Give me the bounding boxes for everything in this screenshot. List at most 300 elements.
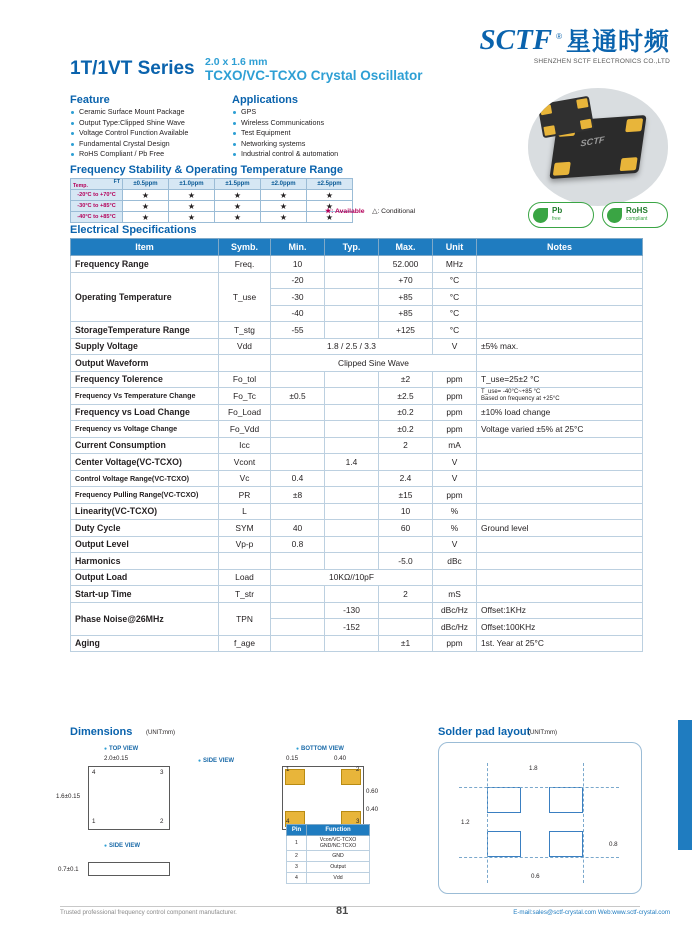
- solder-dim-1-8: 1.8: [529, 765, 538, 772]
- spec-unit-14: ppm: [433, 487, 477, 504]
- bottom-dim-0-15: 0.15: [286, 755, 299, 762]
- chip-marking: SCTF: [580, 134, 605, 149]
- badge-pb-free-label: Pb free: [552, 206, 563, 222]
- spec-item-12: Center Voltage(VC-TCXO): [71, 454, 219, 471]
- spec-typ-21: -130: [325, 602, 379, 619]
- legend-conditional: △: Conditional: [372, 208, 416, 215]
- solder-guide-h1: [459, 787, 619, 788]
- solder-dim-0-6: 0.6: [531, 873, 540, 880]
- bottom-corner-3: 3: [356, 818, 360, 825]
- spec-unit-22: dBc/Hz: [433, 619, 477, 636]
- pin-row: [287, 862, 370, 873]
- spec-typ-4: [325, 322, 379, 339]
- spec-header-4: Max.: [379, 239, 433, 256]
- top-view-width-dim: 2.0±0.15: [104, 755, 129, 762]
- chip-pad: [625, 118, 643, 132]
- stability-cell-1-1: ★: [169, 201, 215, 212]
- spec-span-19: 10KΩ//10pF: [271, 569, 433, 586]
- spec-max-3: +85: [379, 305, 433, 322]
- application-item-0: GPS: [232, 107, 412, 118]
- spec-min-23: [271, 635, 325, 652]
- stability-cell-2-1: ★: [169, 212, 215, 223]
- side-view-label-2: ● SIDE VIEW: [104, 843, 140, 849]
- chip-pad: [553, 162, 571, 176]
- spec-typ-20: [325, 586, 379, 603]
- chip-pad: [540, 104, 552, 115]
- chip-pad: [543, 125, 555, 136]
- bottom-dim-0-60: 0.60: [366, 788, 379, 795]
- spec-item-7: Frequency Tolerence: [71, 371, 219, 388]
- stability-row-label-2: -40°C to +85°C: [71, 212, 123, 223]
- spec-symb-20: T_str: [219, 586, 271, 603]
- spec-symb-10: Fo_Vdd: [219, 421, 271, 438]
- application-item-3: Networking systems: [232, 139, 412, 150]
- spec-unit-6: [477, 355, 643, 372]
- spec-item-5: Supply Voltage: [71, 338, 219, 355]
- spec-min-0: 10: [271, 256, 325, 273]
- spec-item-23: Aging: [71, 635, 219, 652]
- spec-notes-18: [477, 553, 643, 570]
- stability-cell-1-0: ★: [123, 201, 169, 212]
- pin-cell-1-1: GND: [307, 851, 370, 862]
- applications-list: [232, 107, 412, 160]
- spec-unit-21: dBc/Hz: [433, 602, 477, 619]
- stability-col-4: ±2.5ppm: [307, 179, 353, 190]
- spec-max-22: [379, 619, 433, 636]
- stability-cell-0-1: ★: [169, 190, 215, 201]
- pin-header-1: Function: [307, 825, 370, 836]
- spec-min-3: -40: [271, 305, 325, 322]
- spec-row: [71, 470, 643, 487]
- spec-max-4: +125: [379, 322, 433, 339]
- spec-notes-22: Offset:100KHz: [477, 619, 643, 636]
- spec-notes-2: [477, 289, 643, 306]
- spec-max-14: ±15: [379, 487, 433, 504]
- stability-row-label-1: -30°C to +85°C: [71, 201, 123, 212]
- spec-item-0: Frequency Range: [71, 256, 219, 273]
- spec-header-2: Min.: [271, 239, 325, 256]
- applications-heading: Applications: [232, 94, 299, 106]
- spec-notes-11: [477, 437, 643, 454]
- spec-symb-19: Load: [219, 569, 271, 586]
- application-item-1: Wireless Communications: [232, 118, 412, 129]
- electrical-spec-table: [70, 238, 643, 652]
- compliance-badges: [528, 202, 668, 228]
- spec-notes-21: Offset:1KHz: [477, 602, 643, 619]
- stability-cell-2-4: ★: [307, 212, 353, 223]
- spec-row: [71, 569, 643, 586]
- top-view-outline: [88, 766, 170, 830]
- spec-typ-11: [325, 437, 379, 454]
- spec-row: [71, 487, 643, 504]
- spec-row: [71, 355, 643, 372]
- spec-span-5: 1.8 / 2.5 / 3.3: [271, 338, 433, 355]
- spec-min-18: [271, 553, 325, 570]
- spec-item-6: Output Waveform: [71, 355, 219, 372]
- spec-span-6: Clipped Sine Wave: [271, 355, 477, 372]
- electrical-heading: Electrical Specifications: [70, 224, 197, 236]
- bottom-dim-0-40b: 0.40: [366, 806, 379, 813]
- spec-row: [71, 272, 643, 289]
- chip-pad: [576, 98, 588, 109]
- spec-max-11: 2: [379, 437, 433, 454]
- spec-notes-23: 1st. Year at 25°C: [477, 635, 643, 652]
- spec-header-3: Typ.: [325, 239, 379, 256]
- spec-min-16: 40: [271, 520, 325, 537]
- spec-typ-14: [325, 487, 379, 504]
- spec-unit-9: ppm: [433, 404, 477, 421]
- top-view-corner-3: 3: [160, 769, 164, 776]
- spec-symb-11: Icc: [219, 437, 271, 454]
- stability-cell-0-2: ★: [215, 190, 261, 201]
- spec-min-9: [271, 404, 325, 421]
- spec-item-14: Frequency Pulling Range(VC-TCXO): [71, 487, 219, 504]
- spec-unit-7: ppm: [433, 371, 477, 388]
- solder-guide-v2: [583, 763, 584, 883]
- spec-symb-18: [219, 553, 271, 570]
- spec-notes-19: [477, 569, 643, 586]
- bottom-corner-2: 2: [356, 766, 360, 773]
- stability-col-2: ±1.5ppm: [215, 179, 261, 190]
- stability-row: [71, 190, 353, 201]
- pin-row: [287, 836, 370, 851]
- pin-cell-2-0: 3: [287, 862, 307, 873]
- registered-mark: ®: [556, 32, 562, 41]
- top-view-height-dim: 1.6±0.15: [56, 793, 81, 800]
- spec-row: [71, 256, 643, 273]
- spec-max-16: 60: [379, 520, 433, 537]
- feature-list: [70, 107, 230, 160]
- spec-max-18: -5.0: [379, 553, 433, 570]
- spec-max-13: 2.4: [379, 470, 433, 487]
- pin-row: [287, 851, 370, 862]
- spec-unit-10: ppm: [433, 421, 477, 438]
- stability-table: [70, 178, 353, 223]
- spec-typ-23: [325, 635, 379, 652]
- top-view-corner-4: 4: [92, 769, 96, 776]
- spec-notes-3: [477, 305, 643, 322]
- top-view-corner-1: 1: [92, 818, 96, 825]
- side-view-label-1: ● SIDE VIEW: [198, 758, 234, 764]
- spec-symb-8: Fo_Tc: [219, 388, 271, 405]
- spec-item-19: Output Load: [71, 569, 219, 586]
- pin-row: [287, 873, 370, 884]
- spec-item-21: Phase Noise@26MHz: [71, 602, 219, 635]
- spec-min-10: [271, 421, 325, 438]
- spec-row: [71, 437, 643, 454]
- solder-pad-2: [549, 787, 583, 813]
- chip-pad: [620, 157, 638, 171]
- spec-unit-3: °C: [433, 305, 477, 322]
- page-title: 1T/1VT Series: [70, 58, 195, 79]
- spec-notes-9: ±10% load change: [477, 404, 643, 421]
- product-size: 2.0 x 1.6 mm: [205, 56, 268, 68]
- spec-row: [71, 388, 643, 405]
- stability-row-label-0: -20°C to +70°C: [71, 190, 123, 201]
- spec-symb-13: Vc: [219, 470, 271, 487]
- spec-row: [71, 404, 643, 421]
- spec-row: [71, 322, 643, 339]
- spec-max-7: ±2: [379, 371, 433, 388]
- stability-cell-2-0: ★: [123, 212, 169, 223]
- brand-subtitle: SHENZHEN SCTF ELECTRONICS CO.,LTD: [533, 58, 670, 65]
- spec-min-2: -30: [271, 289, 325, 306]
- spec-notes-8: T_use= -40°C~+85 °C Based on frequency at +25°C: [477, 388, 643, 405]
- top-view-corner-2: 2: [160, 818, 164, 825]
- spec-unit-4: °C: [433, 322, 477, 339]
- bottom-view-label: ● BOTTOM VIEW: [296, 746, 344, 752]
- spec-min-4: -55: [271, 322, 325, 339]
- spec-min-15: [271, 503, 325, 520]
- spec-max-0: 52.000: [379, 256, 433, 273]
- spec-notes-16: Ground level: [477, 520, 643, 537]
- spec-typ-16: [325, 520, 379, 537]
- spec-unit-18: dBc: [433, 553, 477, 570]
- spec-item-10: Frequency vs Voltage Change: [71, 421, 219, 438]
- dimensions-heading: Dimensions: [70, 726, 133, 738]
- solder-pad-panel: [438, 742, 642, 894]
- spec-notes-15: [477, 503, 643, 520]
- spec-notes-12: [477, 454, 643, 471]
- spec-typ-18: [325, 553, 379, 570]
- spec-typ-3: [325, 305, 379, 322]
- spec-typ-17: [325, 536, 379, 553]
- spec-min-20: [271, 586, 325, 603]
- leaf-icon: [607, 208, 622, 223]
- spec-max-23: ±1: [379, 635, 433, 652]
- spec-item-8: Frequency Vs Temperature Change: [71, 388, 219, 405]
- spec-min-21: [271, 602, 325, 619]
- pin-header-0: Pin: [287, 825, 307, 836]
- spec-row: [71, 586, 643, 603]
- spec-min-14: ±8: [271, 487, 325, 504]
- side-view-outline: [88, 862, 170, 876]
- spec-notes-17: [477, 536, 643, 553]
- spec-symb-14: PR: [219, 487, 271, 504]
- spec-item-18: Harmonics: [71, 553, 219, 570]
- spec-min-1: -20: [271, 272, 325, 289]
- spec-max-1: +70: [379, 272, 433, 289]
- page-number: 81: [336, 905, 349, 917]
- spec-row: [71, 520, 643, 537]
- footer-tagline: Trusted professional frequency control component manufacturer.: [60, 909, 237, 916]
- bottom-corner-4: 4: [286, 818, 290, 825]
- solder-unit: (UNIT:mm): [528, 730, 557, 736]
- spec-min-11: [271, 437, 325, 454]
- spec-symb-9: Fo_Load: [219, 404, 271, 421]
- brand-logo: [480, 26, 670, 65]
- spec-min-22: [271, 619, 325, 636]
- spec-item-13: Control Voltage Range(VC-TCXO): [71, 470, 219, 487]
- legend-available: ★: Available: [325, 208, 365, 215]
- spec-typ-22: -152: [325, 619, 379, 636]
- solder-dim-1-2: 1.2: [461, 819, 470, 826]
- spec-row: [71, 553, 643, 570]
- spec-max-17: [379, 536, 433, 553]
- spec-row: [71, 421, 643, 438]
- spec-item-20: Start-up Time: [71, 586, 219, 603]
- spec-row: [71, 635, 643, 652]
- feature-item-3: Fundamental Crystal Design: [70, 139, 230, 150]
- badge-pb-free: [528, 202, 594, 228]
- spec-header-6: Notes: [477, 239, 643, 256]
- solder-guide-v1: [487, 763, 488, 883]
- solder-pad-1: [487, 787, 521, 813]
- solder-dim-0-8: 0.8: [609, 841, 618, 848]
- spec-typ-2: [325, 289, 379, 306]
- feature-heading: Feature: [70, 94, 110, 106]
- solder-pad-3: [549, 831, 583, 857]
- spec-notes-4: [477, 322, 643, 339]
- spec-unit-0: MHz: [433, 256, 477, 273]
- pin-cell-0-0: 1: [287, 836, 307, 851]
- leaf-icon: [533, 208, 548, 223]
- spec-item-11: Current Consumption: [71, 437, 219, 454]
- spec-typ-15: [325, 503, 379, 520]
- spec-row: [71, 536, 643, 553]
- stability-legend: [325, 207, 415, 215]
- solder-pad-4: [487, 831, 521, 857]
- brand-top-row: [480, 26, 670, 55]
- spec-typ-8: [325, 388, 379, 405]
- spec-max-21: [379, 602, 433, 619]
- spec-symb-0: Freq.: [219, 256, 271, 273]
- spec-symb-4: T_stg: [219, 322, 271, 339]
- spec-row: [71, 503, 643, 520]
- bottom-dim-0-40: 0.40: [334, 755, 347, 762]
- spec-item-1: Operating Temperature: [71, 272, 219, 322]
- spec-unit-12: V: [433, 454, 477, 471]
- solder-heading: Solder pad layout: [438, 726, 531, 738]
- spec-min-8: ±0.5: [271, 388, 325, 405]
- product-type: TCXO/VC-TCXO Crystal Oscillator: [205, 68, 423, 83]
- badge-rohs: [602, 202, 668, 228]
- spec-symb-1: T_use: [219, 272, 271, 322]
- spec-min-17: 0.8: [271, 536, 325, 553]
- spec-typ-0: [325, 256, 379, 273]
- spec-header-5: Unit: [433, 239, 477, 256]
- spec-max-9: ±0.2: [379, 404, 433, 421]
- spec-typ-7: [325, 371, 379, 388]
- spec-item-4: StorageTemperature Range: [71, 322, 219, 339]
- chip-pad: [580, 119, 592, 130]
- spec-row: [71, 454, 643, 471]
- stability-cell-1-4: ★: [307, 201, 353, 212]
- spec-max-15: 10: [379, 503, 433, 520]
- spec-min-13: 0.4: [271, 470, 325, 487]
- stability-cell-1-2: ★: [215, 201, 261, 212]
- top-view-label: ● TOP VIEW: [104, 746, 138, 752]
- spec-item-17: Output Level: [71, 536, 219, 553]
- spec-max-20: 2: [379, 586, 433, 603]
- application-item-2: Test Equipment: [232, 128, 412, 139]
- stability-col-0: ±0.5ppm: [123, 179, 169, 190]
- spec-row: [71, 602, 643, 619]
- feature-item-4: RoHS Compliant / Pb Free: [70, 149, 230, 160]
- spec-symb-21: TPN: [219, 602, 271, 635]
- spec-unit-1: °C: [433, 272, 477, 289]
- stability-cell-0-0: ★: [123, 190, 169, 201]
- stability-row: [71, 212, 353, 223]
- spec-notes-1: [477, 272, 643, 289]
- spec-symb-7: Fo_tol: [219, 371, 271, 388]
- spec-notes-13: [477, 470, 643, 487]
- pin-cell-2-1: Output: [307, 862, 370, 873]
- spec-item-15: Linearity(VC-TCXO): [71, 503, 219, 520]
- spec-unit-23: ppm: [433, 635, 477, 652]
- footer-divider: [60, 906, 640, 907]
- spec-unit-19: [433, 569, 477, 586]
- spec-symb-5: Vdd: [219, 338, 271, 355]
- bottom-corner-1: 1: [286, 766, 290, 773]
- stability-corner-cell: Temp. FT: [71, 179, 123, 190]
- spec-symb-12: Vcont: [219, 454, 271, 471]
- spec-max-10: ±0.2: [379, 421, 433, 438]
- dimensions-unit: (UNIT:mm): [146, 730, 175, 736]
- spec-unit-11: mA: [433, 437, 477, 454]
- side-view-height-dim: 0.7±0.1: [58, 866, 79, 873]
- solder-guide-h2: [459, 857, 619, 858]
- pin-cell-3-1: Vdd: [307, 873, 370, 884]
- brand-chinese-name: 星通时频: [565, 28, 670, 56]
- spec-min-12: [271, 454, 325, 471]
- spec-notes-0: [477, 256, 643, 273]
- spec-unit-13: V: [433, 470, 477, 487]
- spec-unit-17: V: [433, 536, 477, 553]
- spec-max-8: ±2.5: [379, 388, 433, 405]
- spec-item-9: Frequency vs Load Change: [71, 404, 219, 421]
- spec-row: [71, 338, 643, 355]
- spec-typ-1: [325, 272, 379, 289]
- feature-item-1: Output Type:Clipped Shine Wave: [70, 118, 230, 129]
- spec-notes-14: [477, 487, 643, 504]
- spec-unit-5: V: [433, 338, 477, 355]
- footer-contact: E-mail:sales@sctf-crystal.com Web:www.sctf-crystal.com: [513, 909, 670, 916]
- spec-header-1: Symb.: [219, 239, 271, 256]
- spec-symb-15: L: [219, 503, 271, 520]
- stability-cell-1-3: ★: [261, 201, 307, 212]
- spec-notes-5: ±5% max.: [477, 338, 643, 355]
- pin-cell-0-1: Vcon/VC-TCXO GND/NC:TCXO: [307, 836, 370, 851]
- stability-cell-2-2: ★: [215, 212, 261, 223]
- spec-notes-20: [477, 586, 643, 603]
- application-item-4: Industrial control & automation: [232, 149, 412, 160]
- stability-col-1: ±1.0ppm: [169, 179, 215, 190]
- spec-unit-2: °C: [433, 289, 477, 306]
- spec-row: [71, 371, 643, 388]
- spec-symb-23: f_age: [219, 635, 271, 652]
- product-photo: [528, 88, 668, 206]
- pin-cell-1-0: 2: [287, 851, 307, 862]
- feature-item-0: Ceramic Surface Mount Package: [70, 107, 230, 118]
- stability-cell-0-4: ★: [307, 190, 353, 201]
- spec-typ-9: [325, 404, 379, 421]
- spec-item-16: Duty Cycle: [71, 520, 219, 537]
- stability-row: [71, 201, 353, 212]
- stability-cell-2-3: ★: [261, 212, 307, 223]
- feature-item-2: Voltage Control Function Available: [70, 128, 230, 139]
- spec-symb-16: SYM: [219, 520, 271, 537]
- spec-max-12: [379, 454, 433, 471]
- spec-max-2: +85: [379, 289, 433, 306]
- spec-typ-10: [325, 421, 379, 438]
- stability-cell-0-3: ★: [261, 190, 307, 201]
- brand-name: SCTF: [479, 24, 553, 56]
- stability-col-3: ±2.0ppm: [261, 179, 307, 190]
- spec-unit-8: ppm: [433, 388, 477, 405]
- spec-unit-15: %: [433, 503, 477, 520]
- badge-rohs-label: RoHS compliant: [626, 206, 648, 222]
